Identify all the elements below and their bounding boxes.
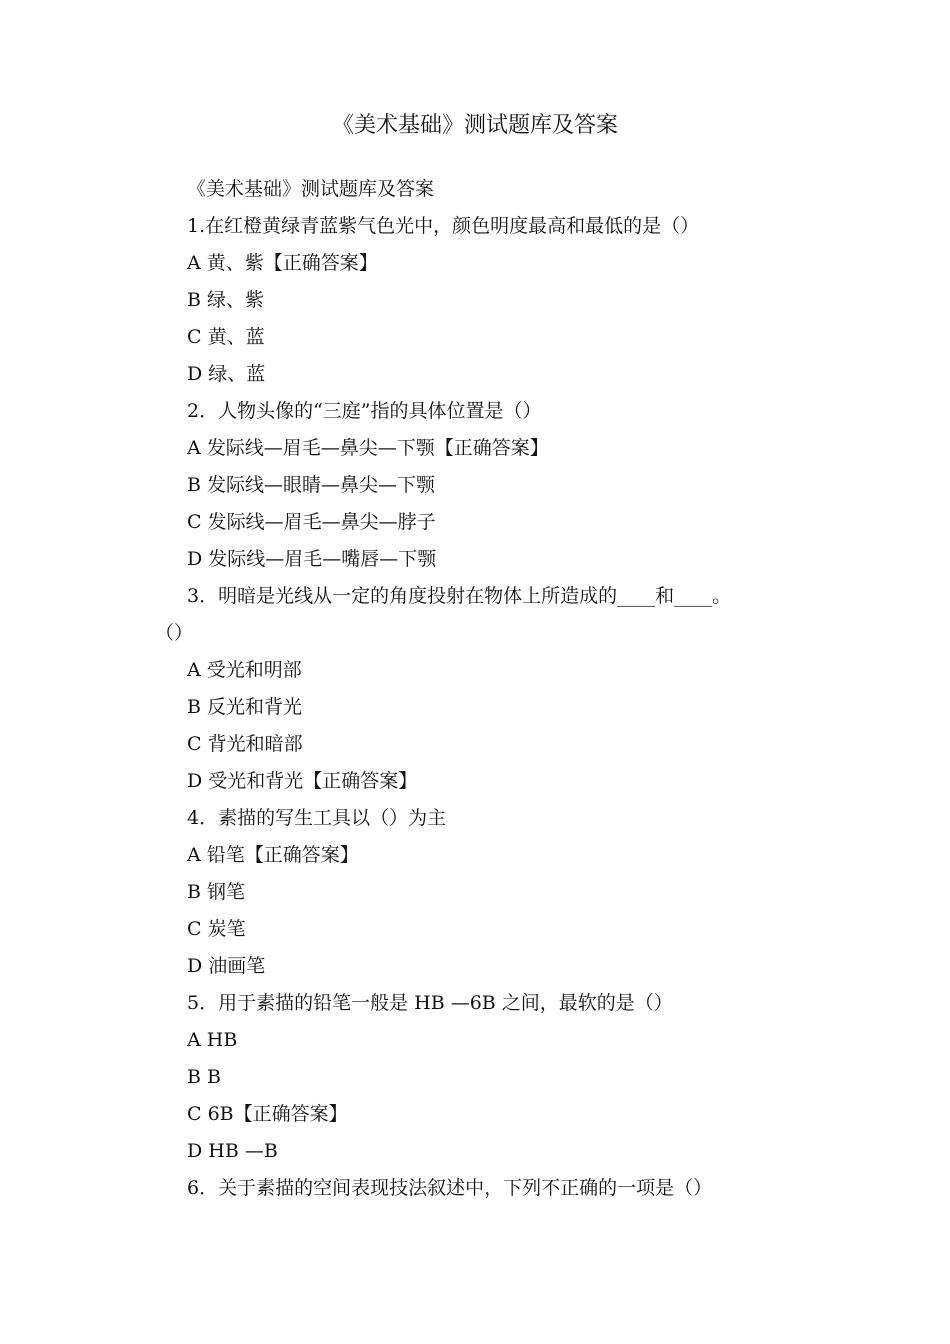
q2-option-a: A 发际线—眉毛—鼻尖—下颚【正确答案】: [187, 437, 549, 459]
q3-option-c: C 背光和暗部: [187, 733, 303, 755]
question-2: 2．人物头像的“三庭”指的具体位置是（）: [187, 400, 542, 422]
question-4: 4．素描的写生工具以（）为主: [187, 807, 447, 829]
q1-option-b: B 绿、紫: [187, 289, 265, 311]
question-3-continued: （）: [155, 622, 194, 644]
q3-option-d: D 受光和背光【正确答案】: [187, 770, 418, 792]
question-3: 3．明暗是光线从一定的角度投射在物体上所造成的____和____。: [187, 585, 732, 607]
q3-option-b: B 反光和背光: [187, 696, 303, 718]
question-6: 6．关于素描的空间表现技法叙述中，下列不正确的一项是（）: [187, 1177, 713, 1199]
question-5: 5．用于素描的铅笔一般是 HB —6B 之间，最软的是（）: [187, 992, 673, 1014]
q1-option-a: A 黄、紫【正确答案】: [187, 252, 378, 274]
q2-option-d: D 发际线—眉毛—嘴唇—下颚: [187, 548, 437, 570]
question-1: 1.在红橙黄绿青蓝紫气色光中，颜色明度最高和最低的是（）: [187, 215, 700, 237]
doc-heading: 《美术基础》测试题库及答案: [187, 178, 435, 200]
q3-option-a: A 受光和明部: [187, 659, 302, 681]
q1-option-c: C 黄、蓝: [187, 326, 265, 348]
q4-option-d: D 油画笔: [187, 955, 266, 977]
q1-option-d: D 绿、蓝: [187, 363, 266, 385]
q5-option-d: D HB —B: [187, 1140, 278, 1162]
page-title: 《美术基础》测试题库及答案: [331, 113, 618, 138]
q2-option-b: B 发际线—眼睛—鼻尖—下颚: [187, 474, 436, 496]
q2-option-c: C 发际线—眉毛—鼻尖—脖子: [187, 511, 436, 533]
q5-option-a: A HB: [187, 1029, 238, 1051]
q4-option-b: B 钢笔: [187, 881, 246, 903]
q4-option-c: C 炭笔: [187, 918, 246, 940]
q4-option-a: A 铅笔【正确答案】: [187, 844, 359, 866]
q5-option-b: B B: [187, 1066, 221, 1088]
q5-option-c: C 6B【正确答案】: [187, 1103, 348, 1125]
